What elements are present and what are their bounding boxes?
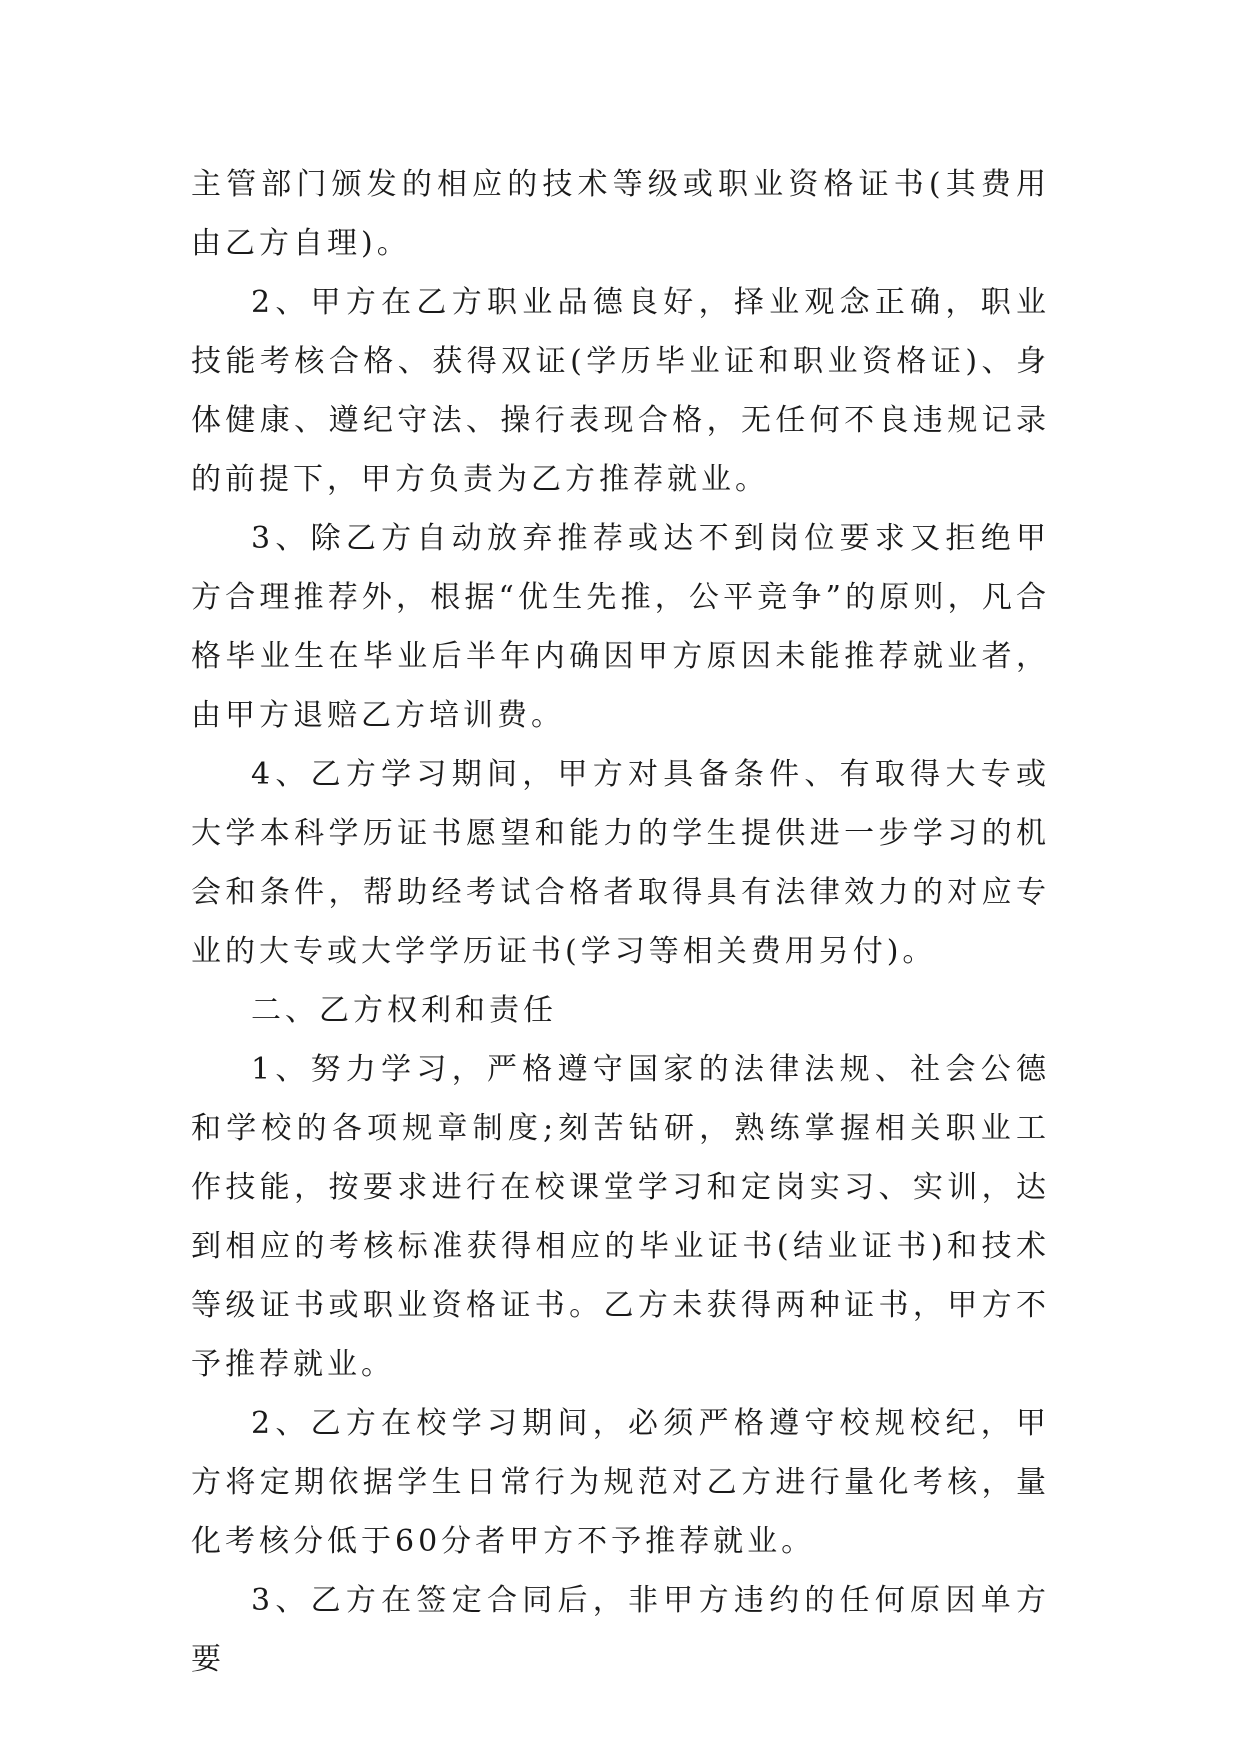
document-body xyxy=(191,155,1050,1689)
paragraph-continuation: 主管部门颁发的相应的技术等级或职业资格证书(其费用由乙方自理)。 xyxy=(191,167,1050,261)
paragraph-clause-2-recommendation: 2、甲方在乙方职业品德良好，择业观念正确，职业技能考核合格、获得双证(学历毕业证和职业资格证)、身体健康、遵纪守法、操行表现合格，无任何不良违规记录的前提下，甲方负责为乙方推荐就业。 xyxy=(191,285,1050,497)
paragraph-b-clause-3-contract: 3、乙方在签定合同后，非甲方违约的任何原因单方要 xyxy=(191,1583,1050,1677)
paragraph-b-clause-1-study: 1、努力学习，严格遵守国家的法律法规、社会公德和学校的各项规章制度;刻苦钻研，熟练掌握相关职业工作技能，按要求进行在校课堂学习和定岗实习、实训，达到相应的考核标准获得相应的毕业证书(结业证书)和技术等级证书或职业资格证书。乙方未获得两种证书，甲方不予推荐就业。 xyxy=(191,1052,1050,1382)
section-heading-party-b-rights: 二、乙方权利和责任 xyxy=(251,993,557,1028)
paragraph-b-clause-2-discipline: 2、乙方在校学习期间，必须严格遵守校规校纪，甲方将定期依据学生日常行为规范对乙方进行量化考核，量化考核分低于60分者甲方不予推荐就业。 xyxy=(191,1406,1050,1559)
paragraph-clause-4-further-study: 4、乙方学习期间，甲方对具备条件、有取得大专或大学本科学历证书愿望和能力的学生提供进一步学习的机会和条件，帮助经考试合格者取得具有法律效力的对应专业的大专或大学学历证书(学习等相关费用另付)。 xyxy=(191,757,1050,969)
paragraph-clause-3-refund: 3、除乙方自动放弃推荐或达不到岗位要求又拒绝甲方合理推荐外，根据“优生先推，公平竞争”的原则，凡合格毕业生在毕业后半年内确因甲方原因未能推荐就业者，由甲方退赔乙方培训费。 xyxy=(191,521,1050,733)
